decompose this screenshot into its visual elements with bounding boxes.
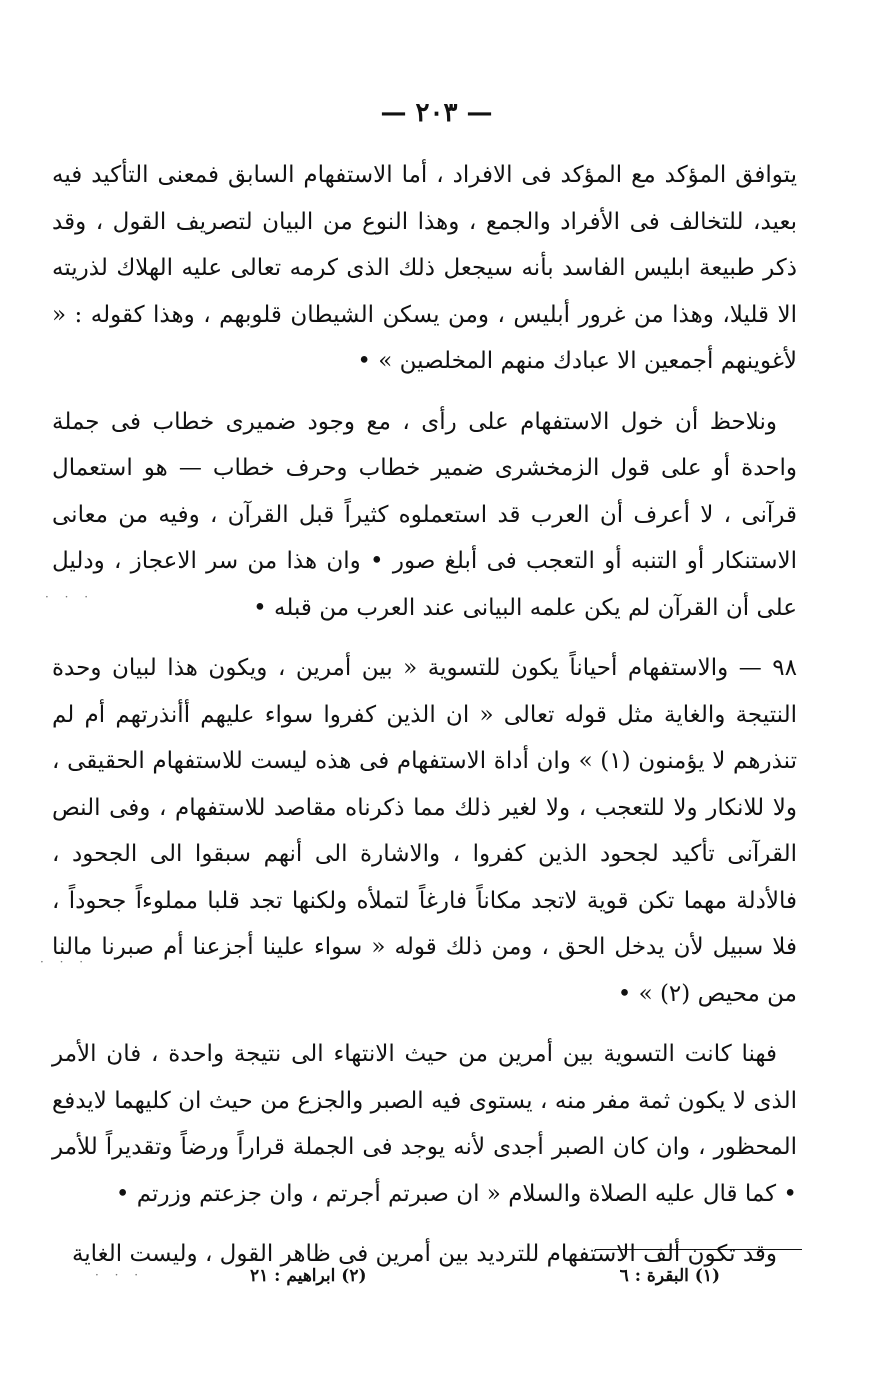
paragraph-2: ونلاحظ أن خول الاستفهام على رأى ، مع وجود ضميرى خطاب فى جملة واحدة أو على قول الزمخشرى ضمير خطاب وحرف خطاب — هو استعمال قرآنى ، لا أعرف أن العرب قد استعملوه كثيراً قبل القرآن ، وفيه من معانى الاستنكار أو التنبه أو التعجب فى أبلغ صور • وان هذا من سر الاعجاز ، ودليل على أن القرآن لم يكن علمه البيانى عند العرب من قبله • bbox=[52, 408, 797, 621]
paragraph-4: فهنا كانت التسوية بين أمرين من حيث الانتهاء الى نتيجة واحدة ، فان الأمر الذى لا يكون ثمة مفر منه ، يستوى فيه الصبر والجزع من حيث ان كليهما لايدفع المحظور ، وان كان الصبر أجدى لأنه يوجد فى الجملة قراراً ورضاً وتقديراً للأمر • كما قال عليه الصلاة والسلام « ان صبرتم أجرتم ، وان جزعتم وزرتم • bbox=[52, 1041, 797, 1207]
print-speck: · · · bbox=[45, 590, 95, 604]
paragraph-1: يتوافق المؤكد مع المؤكد فى الافراد ، أما الاستفهام السابق فمعنى التأكيد فيه بعيد، للتخالف فى الأفراد والجمع ، وهذا النوع من البيان لتصريف القول ، وقد ذكر طبيعة ابليس الفاسد بأنه سيجعل ذلك الذى كرمه تعالى عليه الهلاك لذريته الا قليلا، وهذا من غرور أبليس ، ومن يسكن الشيطان قلوبهم ، وهذا كقوله : « لأغوينهم أجمعين الا عبادك منهم المخلصين » • bbox=[52, 162, 797, 374]
print-speck: · · · bbox=[95, 1268, 145, 1282]
paragraph-3: ٩٨ — والاستفهام أحياناً يكون للتسوية « بين أمرين ، ويكون هذا لبيان وحدة النتيجة والغاية مثل قوله تعالى « ان الذين كفروا سواء عليهم أأنذرتهم أم لم تنذرهم لا يؤمنون (١) » وان أداة الاستفهام فى هذه ليست للاستفهام الحقيقى ، ولا للانكار ولا للتعجب ، ولا لغير ذلك مما ذكرناه مقاصد للاستفهام ، وفى النص القرآنى تأكيد لجحود الذين كفروا ، والاشارة الى أنهم سبقوا الى الجحود ، فالأدلة مهما تكن قوية لاتجد مكاناً فارغاً لتملأه ولكنها تجد قلبا مملوءاً جحوداً ، فلا سبيل لأن يدخل الحق ، ومن ذلك قوله « سواء علينا أجزعنا أم صبرنا مالنا من محيص (٢) » • bbox=[52, 655, 798, 1007]
page-number: — ٢٠٣ — bbox=[380, 98, 493, 128]
body-text bbox=[52, 152, 797, 1292]
paragraph-5: وقد تكون ألف الاستفهام للترديد بين أمرين فى ظاهر القول ، وليست الغاية bbox=[71, 1241, 777, 1267]
footnote-divider bbox=[595, 1249, 802, 1250]
print-speck: · · · bbox=[40, 955, 90, 969]
footnotes bbox=[250, 1266, 720, 1286]
footnote-1: (١) البقرة : ٦ bbox=[619, 1266, 720, 1286]
footnote-2: (٢) ابراهيم : ٢١ bbox=[250, 1266, 367, 1286]
